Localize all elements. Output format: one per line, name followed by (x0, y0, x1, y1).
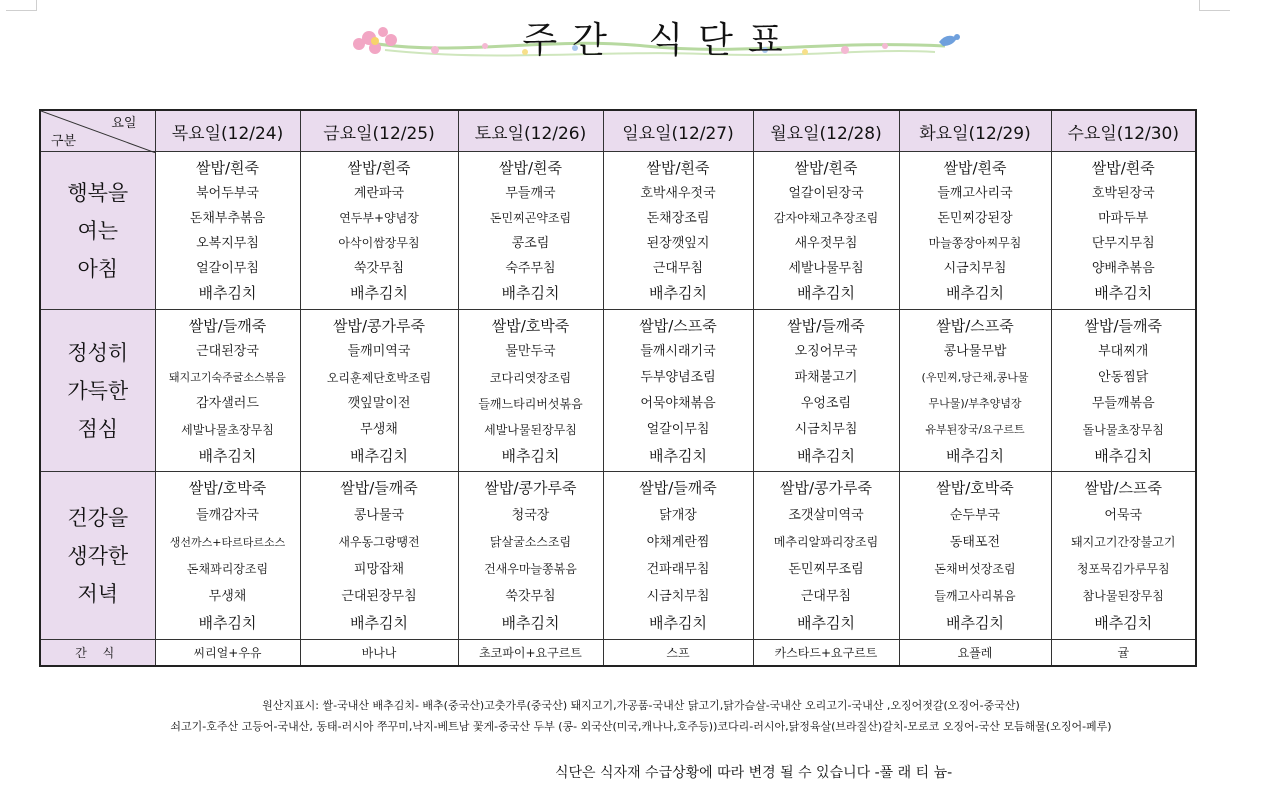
menu-item: 쌀밥/스프죽 (639, 316, 717, 335)
menu-item: 배추김치 (946, 283, 1004, 302)
menu-item: 쌀밥/들깨죽 (639, 478, 717, 497)
meal-cell (753, 152, 899, 310)
menu-item: 들깨느타리버섯볶음 (478, 396, 583, 411)
menu-item: 야채계란찜 (646, 534, 710, 550)
menu-item: 무들깨볶음 (1091, 395, 1155, 411)
title-banner (345, 6, 975, 68)
meal-cell (458, 152, 603, 310)
meal-label (40, 152, 155, 310)
menu-item: 마파두부 (1098, 210, 1149, 226)
menu-item: 쑥갓무침 (353, 260, 405, 276)
day-header: 토요일(12/26) (458, 110, 603, 152)
menu-item: 배추김치 (1094, 446, 1153, 465)
menu-item: 쌀밥/흰죽 (1091, 158, 1155, 177)
menu-item: 배추김치 (797, 613, 855, 632)
menu-item: 무생채 (360, 421, 398, 437)
menu-item: 감자샐러드 (196, 395, 259, 411)
menu-item: 무생채 (208, 588, 247, 604)
snack-cell: 스프 (603, 640, 753, 666)
menu-item: 호박새우젓국 (640, 185, 716, 201)
menu-item: 유부된장국/요구르트 (925, 422, 1025, 436)
header-row (40, 110, 1196, 152)
menu-item: 배추김치 (1094, 283, 1153, 302)
menu-item: 우엉조림 (800, 395, 852, 411)
menu-item: 쌀밥/들깨죽 (340, 478, 418, 497)
menu-item: 배추김치 (797, 283, 855, 302)
menu-item: 쌀밥/들깨죽 (188, 316, 267, 335)
menu-item: 건새우마늘쫑볶음 (484, 561, 577, 576)
menu-item: 쌀밥/콩가루죽 (484, 478, 577, 497)
menu-item: 콩나물국 (353, 507, 405, 523)
menu-item: 쌀밥/호박죽 (936, 478, 1014, 497)
menu-item: 마늘쫑장아찌무침 (928, 235, 1022, 250)
meal-cell (155, 152, 300, 310)
menu-item: 쌀밥/흰죽 (195, 158, 259, 177)
meal-label-line: 가득한 (67, 378, 129, 403)
menu-item: 북어두부국 (196, 185, 259, 201)
menu-item: 쌀밥/흰죽 (347, 158, 411, 177)
menu-item: 배추김치 (350, 283, 408, 302)
menu-item: 배추김치 (501, 613, 560, 632)
menu-item: 닭살굴소스조림 (489, 534, 572, 549)
meal-cell (155, 472, 300, 640)
menu-item: 연두부+양념장 (339, 210, 419, 225)
menu-item: 배추김치 (649, 613, 707, 632)
menu-item: 배추김치 (350, 446, 408, 465)
menu-item: 쌀밥/흰죽 (646, 158, 710, 177)
meal-row (40, 472, 1196, 640)
menu-item: 무들깨국 (505, 185, 556, 201)
day-header: 일요일(12/27) (603, 110, 753, 152)
menu-item: 돈채버섯장조림 (934, 561, 1016, 576)
meal-label-line: 건강을 (67, 505, 129, 530)
menu-item: 건파래무침 (646, 561, 710, 577)
snack-cell: 귤 (1051, 640, 1196, 666)
menu-item: 아삭이쌈장무침 (338, 235, 420, 250)
menu-item: 깻잎말이전 (347, 395, 411, 411)
menu-item: 근대무침 (652, 260, 704, 276)
day-header: 화요일(12/29) (899, 110, 1051, 152)
meal-cell (899, 310, 1051, 472)
meal-label (40, 472, 155, 640)
menu-item: 근대된장국 (196, 343, 259, 359)
snack-cell: 씨리얼+우유 (155, 640, 300, 666)
menu-item: 시금치무침 (943, 260, 1007, 276)
menu-item: 쌀밥/스프죽 (1084, 478, 1162, 497)
menu-item: 어묵야채볶음 (640, 395, 716, 411)
meal-label-line: 저녁 (77, 581, 119, 606)
menu-item: 돼지고기간장불고기 (1071, 534, 1176, 549)
menu-item: 무나물)/부추양념장 (928, 396, 1022, 410)
corner-header-cell (40, 110, 155, 152)
menu-item: 돌나물초장무침 (1082, 422, 1164, 437)
snack-cell: 카스타드+요구르트 (753, 640, 899, 666)
menu-item: 근대무침 (800, 588, 852, 604)
menu-item: 오리훈제단호박조림 (326, 370, 432, 385)
page-corner-mark-right (1199, 0, 1230, 11)
meal-label-line: 점심 (77, 416, 119, 441)
snack-label: 간 식 (40, 640, 155, 666)
menu-item: 배추김치 (198, 283, 257, 302)
page-corner-mark-left (6, 0, 37, 11)
menu-item: 어묵국 (1104, 507, 1143, 523)
menu-item: 돈채꽈리장조림 (186, 561, 269, 576)
meal-label-line: 생각한 (67, 543, 129, 568)
menu-item: 감자야채고추장조림 (773, 210, 879, 225)
meal-cell (458, 310, 603, 472)
origin-notice-line-1: 원산지표시: 쌀-국내산 배추김치- 배추(중국산)고춧가루(중국산) 돼지고기,가공품-국내산 닭고기,닭가슴살-국내산 오리고기-국내산 ,오징어젓갈(오징어-중국산) (262, 699, 1020, 712)
menu-item: 쌀밥/흰죽 (943, 158, 1007, 177)
snack-cell: 바나나 (300, 640, 458, 666)
menu-item: 청포묵김가루무침 (1076, 561, 1170, 576)
menu-item: 닭개장 (659, 507, 697, 523)
meal-label-line: 정성히 (67, 340, 129, 365)
menu-item: 세발나물초장무침 (181, 422, 274, 437)
day-header: 금요일(12/25) (300, 110, 458, 152)
menu-item: 쌀밥/콩가루죽 (780, 478, 872, 497)
menu-item: 콩조림 (511, 235, 550, 251)
meal-cell (753, 472, 899, 640)
menu-item: 부대찌개 (1098, 343, 1149, 359)
menu-item: 돈민찌곤약조림 (489, 210, 572, 225)
weekly-menu-table (39, 109, 1197, 667)
menu-item: 파채불고기 (794, 369, 858, 385)
menu-item: 배추김치 (350, 613, 408, 632)
menu-item: 돈민찌강된장 (937, 210, 1013, 226)
menu-item: 배추김치 (198, 613, 257, 632)
meal-cell (300, 310, 458, 472)
menu-item: 쌀밥/호박죽 (188, 478, 267, 497)
menu-item: 오징어무국 (794, 343, 858, 359)
meal-cell (1051, 152, 1196, 310)
meal-cell (1051, 472, 1196, 640)
menu-item: 얼갈이무침 (196, 260, 259, 276)
footer-notice: 식단은 식자재 수급상황에 따라 변경 될 수 있습니다 -풀 래 티 늄- (555, 765, 953, 781)
day-header: 목요일(12/24) (155, 110, 300, 152)
menu-item: 들깨미역국 (347, 343, 411, 359)
menu-item: 오복지무침 (196, 235, 259, 251)
menu-item: 쌀밥/흰죽 (794, 158, 858, 177)
menu-item: 계란파국 (353, 185, 405, 201)
menu-item: 배추김치 (501, 446, 560, 465)
menu-item: 들깨고사리국 (937, 185, 1013, 201)
menu-item: 세발나물된장무침 (484, 422, 577, 437)
meal-cell (899, 472, 1051, 640)
menu-item: 들깨감자국 (196, 507, 259, 523)
menu-item: 청국장 (511, 507, 550, 523)
menu-item: 배추김치 (198, 446, 257, 465)
page-title: 주간 식단표 (522, 20, 798, 61)
menu-item: 배추김치 (649, 283, 707, 302)
menu-item: 쌀밥/스프죽 (936, 316, 1014, 335)
meal-cell (899, 152, 1051, 310)
meal-label-line: 여는 (77, 218, 119, 243)
meal-label (40, 310, 155, 472)
menu-item: 피망잡채 (353, 561, 405, 577)
menu-item: 돈채부추볶음 (189, 210, 266, 226)
meal-cell (458, 472, 603, 640)
menu-item: 쌀밥/들깨죽 (787, 316, 865, 335)
menu-item: 쌀밥/들깨죽 (1084, 316, 1162, 335)
meal-cell (753, 310, 899, 472)
menu-item: 얼갈이무침 (646, 421, 710, 437)
day-header: 수요일(12/30) (1051, 110, 1196, 152)
menu-item: 숙주무침 (505, 260, 556, 276)
meal-cell (603, 152, 753, 310)
menu-item: 배추김치 (946, 613, 1004, 632)
menu-item: 돈민찌무조림 (788, 561, 864, 577)
menu-item: 두부양념조림 (640, 369, 716, 385)
snack-cell: 초코파이+요구르트 (458, 640, 603, 666)
meal-label-line: 행복을 (67, 180, 129, 205)
menu-item: 동태포전 (949, 534, 1001, 550)
category-axis-label: 구분 (51, 134, 77, 150)
origin-notice-line-2: 쇠고기-호주산 고등어-국내산, 동태-러시아 쭈꾸미,낙지-베트남 꽃게-중국산 두부 (콩- 외국산(미국,캐나나,호주등))코다리-러시아,닭정육살(브라질산)갈치-모로코 오징어-국산 모듬해물(오징어-페루) (170, 720, 1112, 733)
menu-item: 들깨시래기국 (640, 343, 716, 359)
menu-item: 돈채장조림 (646, 210, 710, 226)
menu-item: 배추김치 (797, 446, 855, 465)
menu-item: 물만두국 (505, 343, 556, 359)
meal-cell (300, 472, 458, 640)
menu-item: 안동찜닭 (1098, 369, 1149, 385)
menu-item: 메추리알꽈리장조림 (773, 534, 879, 549)
meal-cell (155, 310, 300, 472)
menu-item: 새우젓무침 (794, 235, 858, 251)
menu-item: 생선까스+타르타르소스 (169, 535, 286, 549)
menu-item: 들깨고사리볶음 (934, 588, 1016, 603)
menu-item: 근대된장무침 (341, 588, 417, 604)
menu-item: 시금치무침 (646, 588, 710, 604)
menu-item: 시금치무침 (794, 421, 858, 437)
menu-item: 순두부국 (949, 507, 1001, 523)
menu-item: 참나물된장무침 (1082, 588, 1164, 603)
menu-item: 호박된장국 (1091, 185, 1155, 201)
meal-cell (603, 310, 753, 472)
day-header: 월요일(12/28) (753, 110, 899, 152)
menu-item: 배추김치 (501, 283, 560, 302)
menu-item: 쌀밥/호박죽 (491, 316, 570, 335)
menu-item: 콩나물무밥 (943, 343, 1007, 359)
menu-item: 배추김치 (649, 446, 707, 465)
meal-cell (603, 472, 753, 640)
meal-cell (300, 152, 458, 310)
snack-cell: 요플레 (899, 640, 1051, 666)
menu-item: 배추김치 (946, 446, 1004, 465)
menu-item: 배추김치 (1094, 613, 1153, 632)
menu-item: 세발나물무침 (788, 260, 864, 276)
meal-cell (1051, 310, 1196, 472)
meal-row (40, 152, 1196, 310)
meal-label-line: 아침 (77, 256, 119, 281)
menu-item: 단무지무침 (1091, 235, 1155, 251)
menu-item: 얼갈이된장국 (788, 185, 864, 201)
menu-item: 코다리엿장조림 (489, 370, 572, 385)
menu-item: 쌀밥/흰죽 (498, 158, 562, 177)
day-axis-label: 요일 (111, 116, 137, 131)
menu-item: 새우동그랑땡전 (338, 534, 420, 549)
meal-row (40, 310, 1196, 472)
menu-item: 쌀밥/콩가루죽 (333, 316, 425, 335)
menu-item: 조갯살미역국 (788, 507, 864, 523)
menu-item: 쑥갓무침 (505, 588, 556, 604)
snack-row (40, 640, 1196, 666)
menu-item: 양배추볶음 (1091, 260, 1155, 276)
menu-item: 돼지고기숙주굴소스볶음 (169, 370, 286, 384)
menu-item: (우민찌,당근채,콩나물 (921, 370, 1029, 384)
menu-item: 된장깻잎지 (646, 235, 710, 251)
